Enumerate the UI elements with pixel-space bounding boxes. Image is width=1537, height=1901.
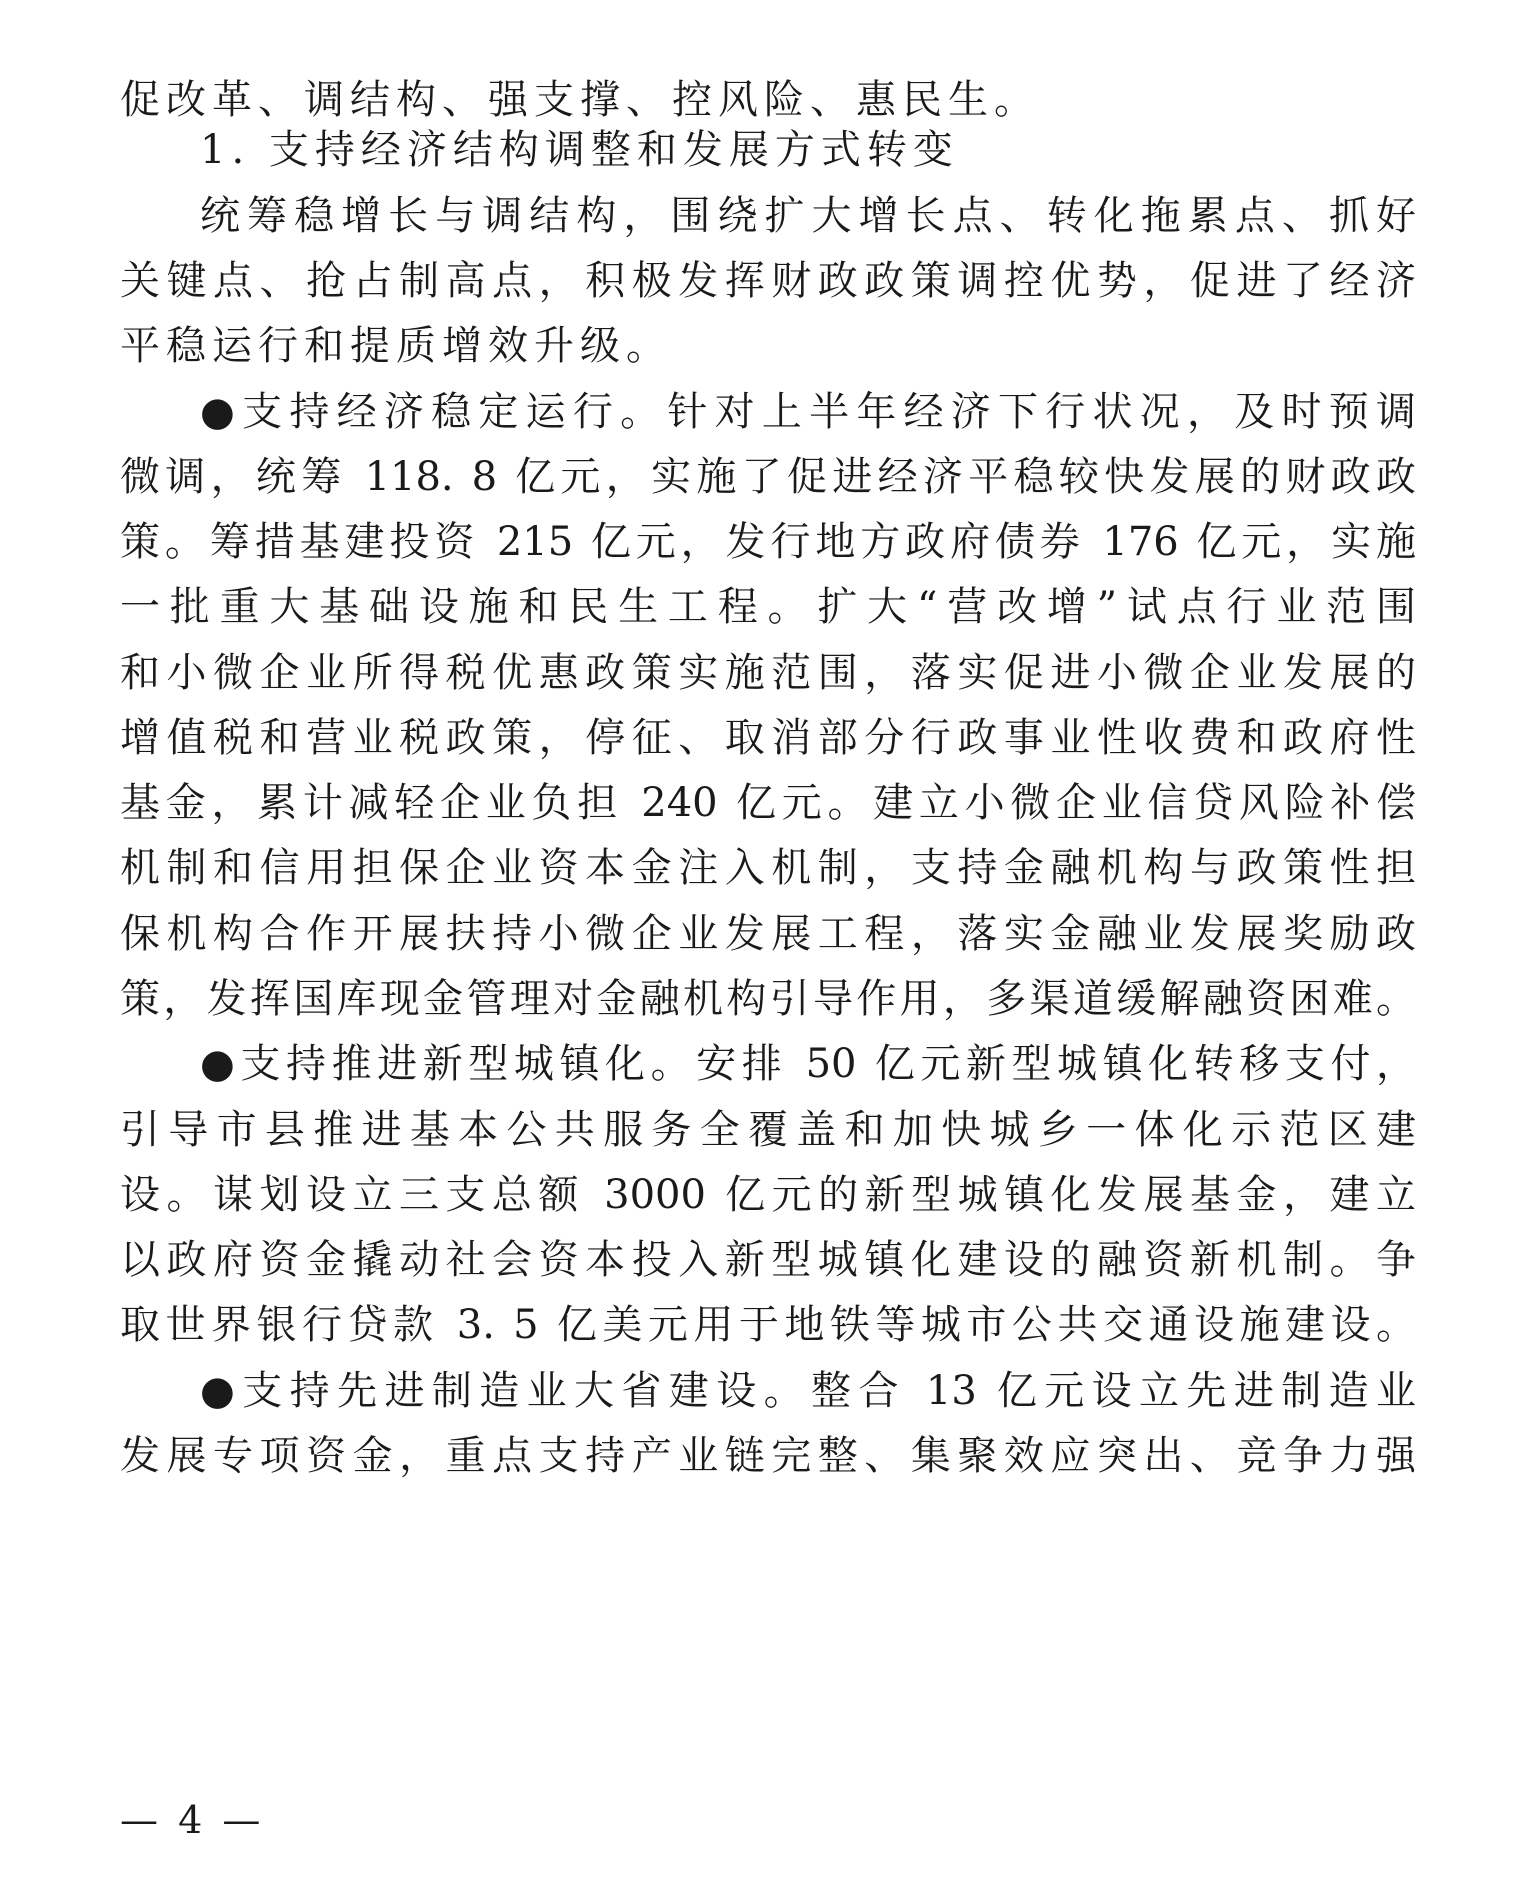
text-line-4: 关键点、抢占制高点，积极发挥财政政策调控优势，促进了经济 xyxy=(120,258,1416,304)
text-line-18: 设。谋划设立三支总额 3000 亿元的新型城镇化发展基金，建立 xyxy=(120,1172,1416,1218)
text-line-10: 和小微企业所得税优惠政策实施范围，落实促进小微企业发展的 xyxy=(120,650,1416,696)
text-line-12: 基金，累计减轻企业负担 240 亿元。建立小微企业信贷风险补偿 xyxy=(120,780,1416,826)
text-line-22: 发展专项资金，重点支持产业链完整、集聚效应突出、竞争力强 xyxy=(120,1433,1416,1479)
text-line-7: 微调，统筹 118. 8 亿元，实施了促进经济平稳较快发展的财政政 xyxy=(120,454,1416,500)
bullet-paragraph-start-2: ●支持推进新型城镇化。安排 50 亿元新型城镇化转移支付， xyxy=(200,1041,1416,1087)
section-heading: 1. 支持经济结构调整和发展方式转变 xyxy=(200,127,959,173)
text-line-5: 平稳运行和提质增效升级。 xyxy=(120,323,672,369)
text-line-14: 保机构合作开展扶持小微企业发展工程，落实金融业发展奖励政 xyxy=(120,911,1416,957)
text-line-19: 以政府资金撬动社会资本投入新型城镇化建设的融资新机制。争 xyxy=(120,1237,1416,1283)
text-line-20: 取世界银行贷款 3. 5 亿美元用于地铁等城市公共交通设施建设。 xyxy=(120,1302,1416,1348)
bullet-paragraph-start-1: ●支持经济稳定运行。针对上半年经济下行状况，及时预调 xyxy=(200,389,1416,435)
text-line-11: 增值税和营业税政策，停征、取消部分行政事业性收费和政府性 xyxy=(120,715,1416,761)
text-line-15: 策，发挥国库现金管理对金融机构引导作用，多渠道缓解融资困难。 xyxy=(120,976,1416,1022)
text-line-8: 策。筹措基建投资 215 亿元，发行地方政府债券 176 亿元，实施 xyxy=(120,519,1416,565)
bullet-paragraph-start-3: ●支持先进制造业大省建设。整合 13 亿元设立先进制造业 xyxy=(200,1368,1416,1414)
text-line-17: 引导市县推进基本公共服务全覆盖和加快城乡一体化示范区建 xyxy=(120,1107,1416,1153)
text-line-13: 机制和信用担保企业资本金注入机制，支持金融机构与政策性担 xyxy=(120,845,1416,891)
page-number: — 4 — xyxy=(120,1798,265,1842)
text-line-1: 促改革、调结构、强支撑、控风险、惠民生。 xyxy=(120,77,1040,123)
text-line-3: 统筹稳增长与调结构，围绕扩大增长点、转化拖累点、抓好 xyxy=(200,193,1416,239)
text-line-9: 一批重大基础设施和民生工程。扩大“营改增”试点行业范围 xyxy=(120,584,1416,630)
